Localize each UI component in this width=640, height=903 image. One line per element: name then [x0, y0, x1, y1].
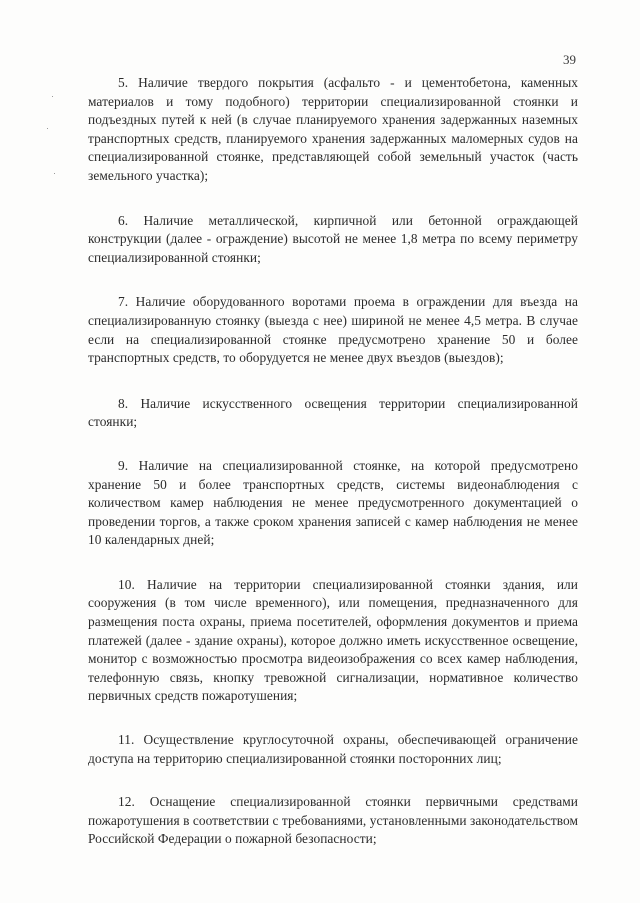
paragraph-5: 5. Наличие твердого покрытия (асфальто - и цементобетона, каменных материалов и тому подобного) территории специализированной стоянки и подъездных путей к ней (в случае планируемого хранения задержанных наземных транспортных средств, планируемого хранения задержанных маломерных судов на специализированной стоянке, представляющей собой земельный участок (часть земельного участка); — [88, 75, 578, 183]
paragraph-6: 6. Наличие металлической, кирпичной или бетонной ограждающей конструкции (далее - ограждение) высотой не менее 1,8 метра по всему периметру специализированной стоянки; — [88, 212, 578, 265]
paragraph-12: 12. Оснащение специализированной стоянки первичными средствами пожаротушения в соответствии с требованиями, установленными законодательством Российской Федерации о пожарной безопасности; — [88, 794, 579, 847]
paragraph-7: 7. Наличие оборудованного воротами проема в ограждении для въезда на специализированную стоянку (выезда с нее) шириной не менее 4,5 метра. В случае если на специализированной стоянке предусмотрено хранение 50 и более транспортных средств, то оборудуется не менее двух въездов (выездов); — [88, 294, 578, 366]
scan-speck — [52, 96, 53, 97]
page-number: 39 — [563, 52, 576, 67]
paragraph-11: 11. Осуществление круглосуточной охраны, обеспечивающей ограничение доступа на территорию специализированной стоянки посторонних лиц; — [88, 732, 578, 766]
paragraph-10: 10. Наличие на территории специализированной стоянки здания, или сооружения (в том числе временного), или помещения, предназначенного для размещения поста охраны, приема посетителей, оформления документов и приема платежей (далее - здание охраны), которое должно иметь искусственное освещение, монитор с возможностью просмотра видеоизображения со всех камер наблюдения, телефонную связь, кнопку тревожной сигнализации, нормативное количество первичных средств пожаротушения; — [88, 576, 578, 704]
paragraph-9: 9. Наличие на специализированной стоянке, на которой предусмотрено хранение 50 и более транспортных средств, системы видеонаблюдения с количеством камер наблюдения не менее предусмотренного документацией о проведении торгов, а также сроком хранения записей с камер наблюдения не менее 10 календарных дней; — [88, 457, 578, 548]
paragraph-8: 8. Наличие искусственного освещения территории специализированной стоянки; — [88, 395, 578, 430]
document-body — [88, 74, 578, 849]
scan-speck — [54, 173, 55, 174]
scan-speck — [47, 128, 48, 129]
